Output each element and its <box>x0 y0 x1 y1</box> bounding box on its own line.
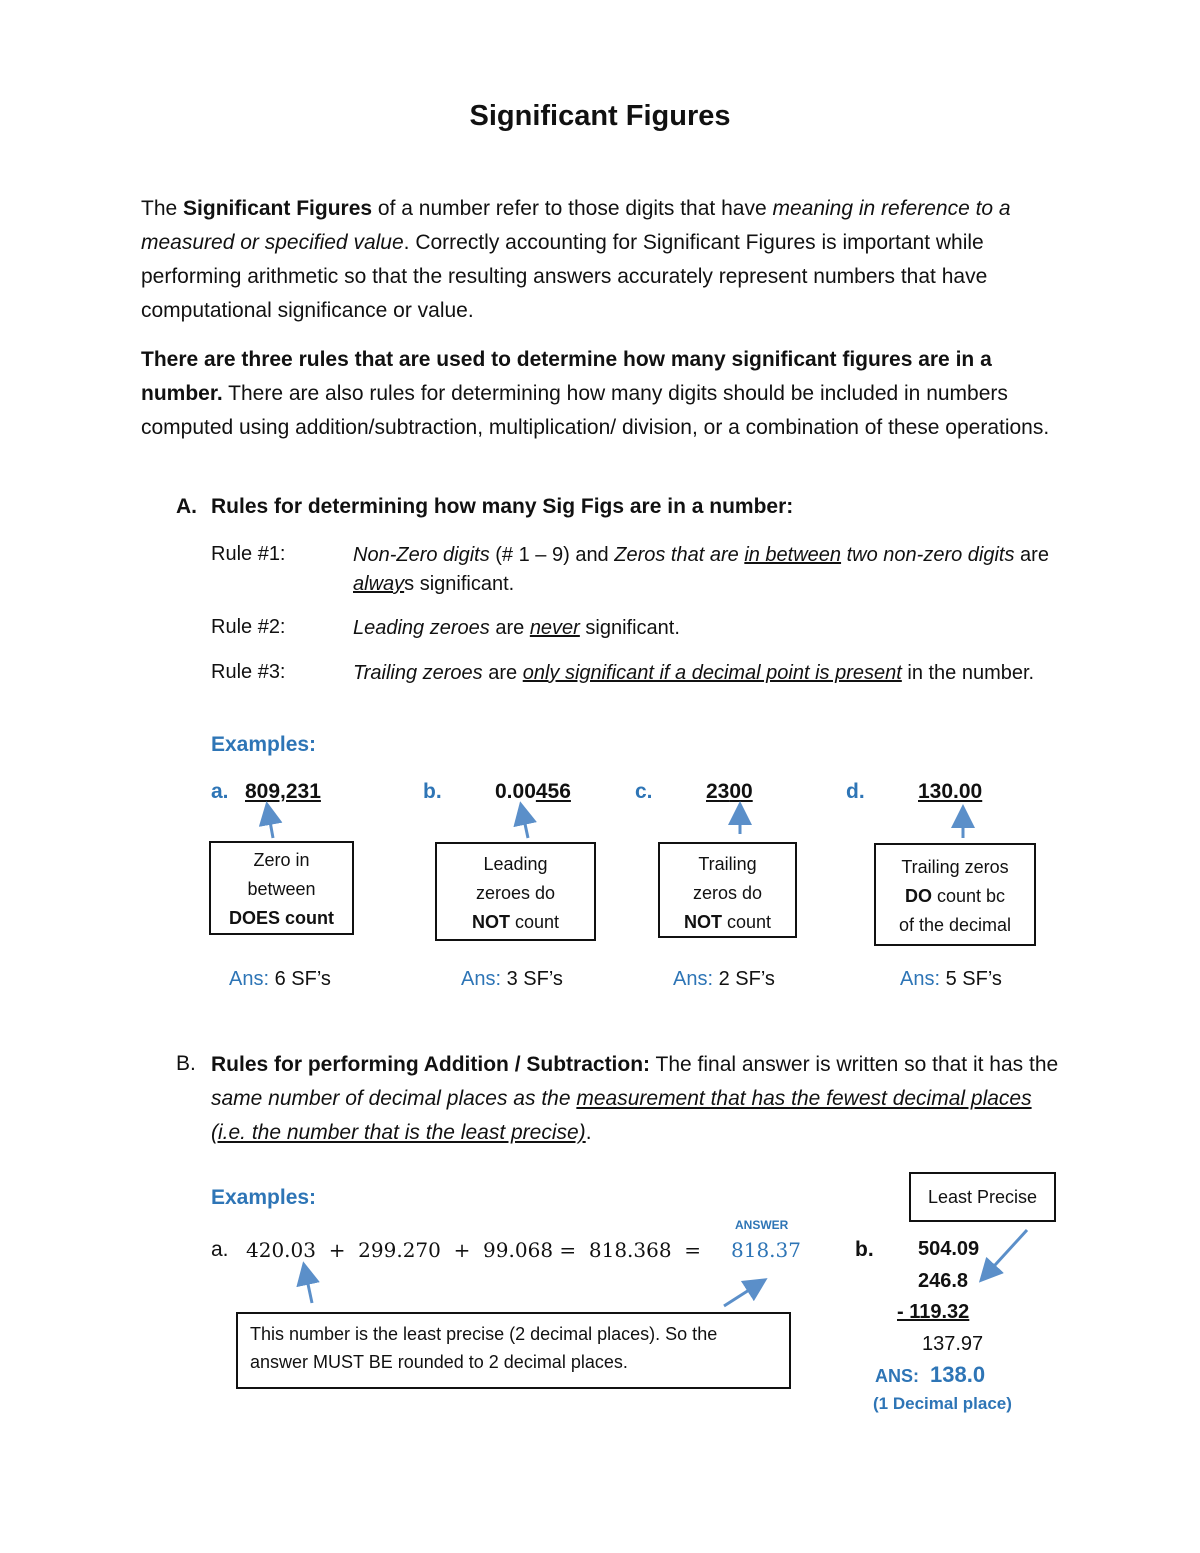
rule-3-part: only significant if a decimal point is present <box>522 662 902 684</box>
rule-1-part: Non-Zero digits <box>353 544 490 566</box>
example-c-letter: c. <box>635 780 653 803</box>
note-line: DOES count <box>228 908 334 928</box>
section-b-text: The final answer is written so that it has the <box>650 1053 1059 1076</box>
rule-1-part: two non-zero digits <box>841 544 1015 566</box>
answer-tag: ANSWER <box>735 1218 789 1232</box>
answer-label: Ans: <box>229 968 270 990</box>
note-line: Trailing zeros <box>901 857 1009 877</box>
rule-3-label: Rule #3: <box>211 661 286 683</box>
column-result: 137.97 <box>922 1333 984 1355</box>
note-bold: NOT <box>683 912 722 932</box>
rules-overview-paragraph <box>141 343 1071 445</box>
value-part: 00 <box>729 780 753 803</box>
page-title: Significant Figures <box>469 100 731 132</box>
example-d-letter: d. <box>846 780 865 803</box>
rules-overview-bold: There are three rules that are used to determine how many significant figures are in a number. <box>141 348 992 405</box>
example-a-answer <box>229 968 331 991</box>
example-d-note-box <box>874 843 1036 946</box>
arrow-icon <box>268 810 273 838</box>
answer-value: 2 SF’s <box>718 968 775 990</box>
note-bold: NOT <box>471 912 510 932</box>
answer-value: 3 SF’s <box>506 968 563 990</box>
arrow-icon <box>724 1283 760 1306</box>
answer-label: Ans: <box>673 968 714 990</box>
rule-3-part: in the number. <box>901 662 1035 684</box>
note-bold: DO <box>904 886 932 906</box>
value-part: 23 <box>706 780 730 803</box>
rule-2-text <box>353 614 1053 643</box>
note-line: count bc <box>931 886 1006 906</box>
section-a-letter: A. <box>176 495 197 518</box>
intro-paragraph <box>141 192 1071 328</box>
examples-label-b: Examples: <box>211 1186 317 1209</box>
add-example-b-answer-label: ANS: <box>875 1366 919 1386</box>
section-a-heading: Rules for determining how many Sig Figs are in a number: <box>211 495 794 518</box>
intro-text: The <box>141 197 184 220</box>
add-example-b-answer-note: (1 Decimal place) <box>873 1394 1012 1413</box>
rule-1-part: s significant. <box>404 573 515 595</box>
column-line-3: - 119.32 <box>897 1301 970 1323</box>
rule-3-part: Trailing zeroes <box>353 662 483 684</box>
rule-1-part: in between <box>744 544 842 566</box>
rule-1-part: alway <box>353 573 405 595</box>
note-line: Trailing <box>698 854 757 874</box>
add-example-b-answer-value: 138.0 <box>930 1362 986 1387</box>
note-line: Zero in <box>253 850 310 870</box>
note-line: zeros do <box>692 883 763 903</box>
rule-2-label: Rule #2: <box>211 616 286 638</box>
intro-text: of a number refer to those digits that have <box>372 197 773 220</box>
rule-1-part: Zeros that are <box>614 544 745 566</box>
add-example-a-letter: a. <box>211 1238 229 1261</box>
note-line: count <box>509 912 560 932</box>
note-line: count <box>721 912 772 932</box>
answer-value: 5 SF’s <box>945 968 1002 990</box>
examples-label-a: Examples: <box>211 733 317 756</box>
intro-term: Significant Figures <box>183 197 373 220</box>
rule-1-part: are <box>1014 544 1049 566</box>
value-part: 456 <box>535 780 571 803</box>
section-b-paragraph <box>211 1048 1061 1150</box>
example-b-letter: b. <box>423 780 442 803</box>
rule-1-text <box>353 541 1053 599</box>
note-line: of the decimal <box>898 915 1012 935</box>
section-b-heading: Rules for performing Addition / Subtraction: <box>211 1053 651 1076</box>
note-line: between <box>247 879 316 899</box>
example-b-answer <box>461 968 563 991</box>
example-c-answer <box>673 968 775 991</box>
example-a-letter: a. <box>211 780 229 803</box>
example-b-note-box <box>435 842 596 941</box>
answer-value: 6 SF’s <box>274 968 331 990</box>
rule-2-part: Leading zeroes <box>353 617 490 639</box>
example-d-value: 130.00 <box>918 780 983 803</box>
rule-2-part: never <box>529 617 580 639</box>
column-line-1: 504.09 <box>918 1238 980 1260</box>
example-a-note-box <box>209 841 354 935</box>
intro-emphasis: meaning in reference to a measured or specified value <box>141 197 1011 254</box>
rule-3-text <box>353 659 1053 688</box>
rule-3-part: are <box>482 662 523 684</box>
rules-overview-text: There are also rules for determining how many digits should be included in numbers computed using addition/subtraction, multiplication/ division, or a combination of these operations. <box>141 382 1050 439</box>
arrow-icon <box>985 1230 1027 1276</box>
section-b-text: . <box>585 1121 592 1144</box>
least-precise-box: Least Precise <box>909 1172 1056 1222</box>
add-example-a-equation: 420.03 + 299.270 + 99.068 = 818.368 = <box>246 1238 702 1262</box>
column-line-2: 246.8 <box>918 1270 969 1292</box>
arrow-icon <box>522 810 528 838</box>
rule-2-part: significant. <box>579 617 680 639</box>
arrow-icon <box>305 1270 312 1303</box>
section-b-emphasis: measurement that has the fewest decimal places (i.e. the number that is the least precise) <box>211 1087 1032 1144</box>
example-c-note-box <box>658 842 797 938</box>
example-a-value: 809,231 <box>245 780 321 803</box>
add-example-b-letter: b. <box>855 1238 874 1261</box>
rule-1-part: (# 1 – 9) and <box>489 544 615 566</box>
example-d-answer <box>900 968 1002 991</box>
section-b-letter: B. <box>176 1052 196 1075</box>
least-precise-note: This number is the least precise (2 decimal places). So the answer MUST BE rounded to 2 decimal places. <box>250 1324 718 1372</box>
rule-1-label: Rule #1: <box>211 543 286 565</box>
add-example-a-answer: 818.37 <box>731 1238 801 1262</box>
note-line: Leading <box>483 854 548 874</box>
example-b-value <box>495 780 571 804</box>
example-c-value <box>706 780 753 804</box>
answer-label: Ans: <box>461 968 502 990</box>
intro-text: . Correctly accounting for Significant Figures is important while performing arithmetic so that the resulting answers accurately represent numbers that have computational significance or value. <box>141 231 988 322</box>
section-b-emphasis: same number of decimal places as the <box>211 1087 577 1110</box>
note-line: zeroes do <box>475 883 556 903</box>
answer-label: Ans: <box>900 968 941 990</box>
rule-2-part: are <box>489 617 530 639</box>
value-part: 0.00 <box>495 780 536 803</box>
least-precise-note-box <box>236 1312 791 1389</box>
